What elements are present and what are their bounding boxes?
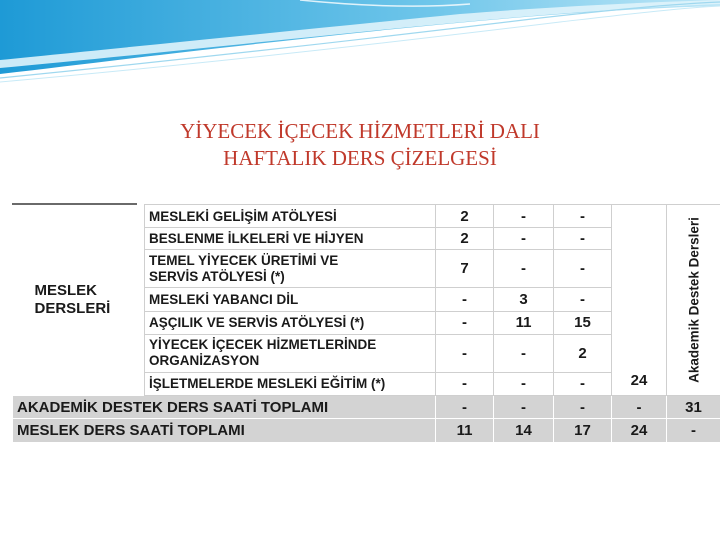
total-row (13, 396, 720, 419)
hours-cell: - (494, 228, 554, 250)
hours-cell: 7 (436, 250, 494, 288)
hours-cell: - (494, 372, 554, 395)
total-cell: - (612, 396, 667, 419)
hours-cell: 2 (436, 205, 494, 228)
hours-cell: 15 (554, 311, 612, 334)
hours-cell: - (494, 205, 554, 228)
hours-cell: - (554, 250, 612, 288)
hours-cell: - (436, 288, 494, 311)
hours-cell: 3 (494, 288, 554, 311)
decorative-wave-header (0, 0, 720, 90)
hours-cell: 24 (612, 205, 667, 396)
hours-cell: 11 (494, 311, 554, 334)
table-row (13, 205, 720, 228)
category-line-1: MESLEK (34, 281, 98, 299)
side-label-cell (667, 205, 720, 396)
course-name (145, 250, 436, 288)
course-name: AŞÇILIK VE SERVİS ATÖLYESİ (*) (145, 311, 436, 334)
total-cell: 24 (612, 419, 667, 443)
total-cell: - (436, 396, 494, 419)
course-name-line: SERVİS ATÖLYESİ (*) (149, 268, 285, 284)
hours-cell: - (554, 228, 612, 250)
course-name-line: TEMEL YİYECEK ÜRETİMİ VE (149, 252, 339, 268)
total-label: AKADEMİK DESTEK DERS SAATİ TOPLAMI (13, 396, 436, 419)
total-cell: - (554, 396, 612, 419)
course-name: İŞLETMELERDE MESLEKİ EĞİTİM (*) (145, 372, 436, 395)
hours-cell: - (554, 372, 612, 395)
schedule-table (12, 204, 720, 444)
hours-cell: - (436, 372, 494, 395)
side-label: Akademik Destek Dersleri (686, 217, 701, 383)
title-line-1: YİYECEK İÇECEK HİZMETLERİ DALI (180, 119, 540, 143)
course-name: MESLEKİ GELİŞİM ATÖLYESİ (145, 205, 436, 228)
course-name: MESLEKİ YABANCI DİL (145, 288, 436, 311)
course-name (145, 334, 436, 372)
total-cell: 31 (667, 396, 720, 419)
total-label: MESLEK DERS SAATİ TOPLAMI (13, 419, 436, 443)
category-cell (13, 205, 145, 396)
hours-cell: 2 (436, 228, 494, 250)
course-name-line: ORGANİZASYON (149, 353, 260, 369)
total-cell: - (667, 419, 720, 443)
course-name: BESLENME İLKELERİ VE HİJYEN (145, 228, 436, 250)
hours-cell: - (436, 334, 494, 372)
hours-cell: - (554, 288, 612, 311)
course-name-line: YİYECEK İÇECEK HİZMETLERİNDE (149, 337, 377, 353)
page-title (0, 118, 720, 172)
hours-cell: 2 (554, 334, 612, 372)
total-cell: 11 (436, 419, 494, 443)
hours-cell: - (554, 205, 612, 228)
category-line-2: DERSLERİ (34, 299, 111, 317)
total-cell: 17 (554, 419, 612, 443)
total-cell: 14 (494, 419, 554, 443)
title-line-2: HAFTALIK DERS ÇİZELGESİ (223, 146, 497, 170)
hours-cell: - (436, 311, 494, 334)
total-row (13, 419, 720, 443)
hours-cell: - (494, 250, 554, 288)
total-cell: - (494, 396, 554, 419)
hours-cell: - (494, 334, 554, 372)
